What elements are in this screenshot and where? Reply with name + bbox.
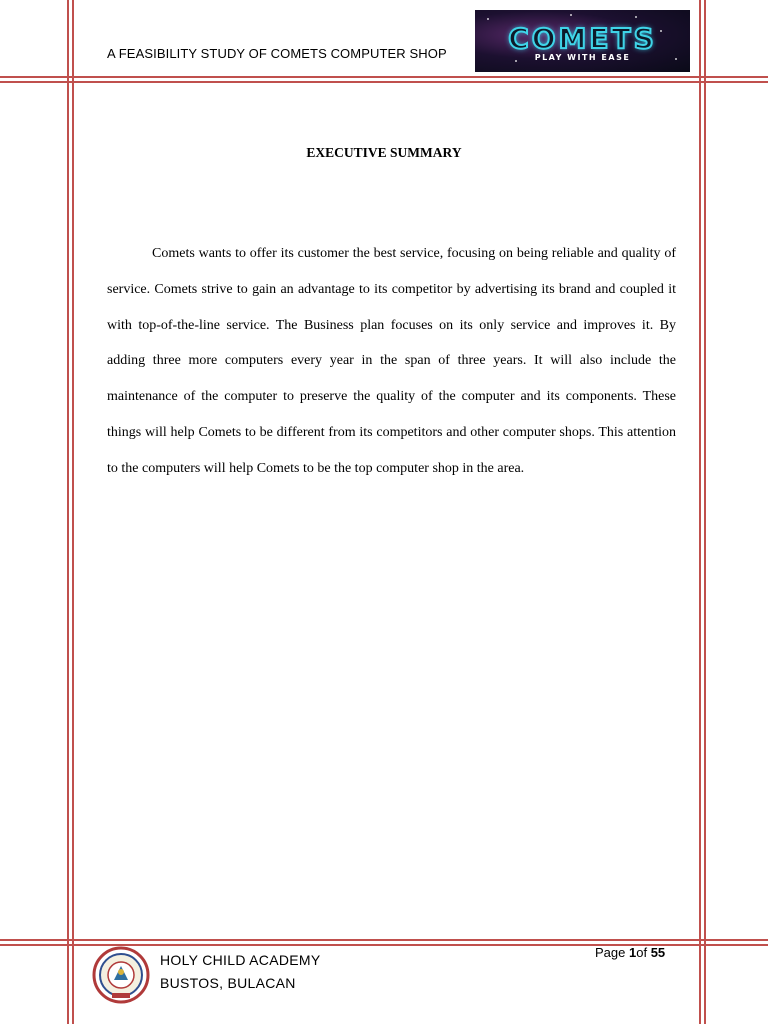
running-header-title: A FEASIBILITY STUDY OF COMETS COMPUTER SHOP: [107, 46, 447, 61]
footer-org-location: BUSTOS, BULACAN: [160, 975, 296, 991]
logo-wordmark: COMETS: [508, 22, 657, 55]
school-seal-icon: [92, 946, 150, 1004]
logo-tagline: PLAY WITH EASE: [534, 53, 631, 62]
page-title: EXECUTIVE SUMMARY: [306, 145, 462, 160]
page-label: Page: [595, 945, 629, 960]
page-total: 55: [650, 945, 666, 960]
summary-paragraph: Comets wants to offer its customer the best service, focusing on being reliable and quality of service. Comets strive to gain an advantage to its competitor by advertising its brand and coupled it with top-of-the-line service. The Business plan focuses on its only service and improves it. By adding three more computers every year in the span of three years. It will also include the maintenance of the computer to preserve the quality of the computer and its components. These things will help Comets to be different from its competitors and other computer shops. This attention to the computers will help Comets to be the top computer shop in the area.: [107, 246, 676, 476]
page-current: 1: [628, 945, 637, 960]
page-number: [595, 945, 665, 960]
footer-org-name: HOLY CHILD ACADEMY: [160, 952, 321, 968]
footer-rule-top: [0, 939, 768, 941]
page-of-label: of: [636, 945, 651, 960]
header-rule-bottom: [0, 81, 768, 83]
footer-organization: [160, 949, 320, 995]
comets-logo: [475, 10, 690, 72]
header-rule-top: [0, 76, 768, 78]
